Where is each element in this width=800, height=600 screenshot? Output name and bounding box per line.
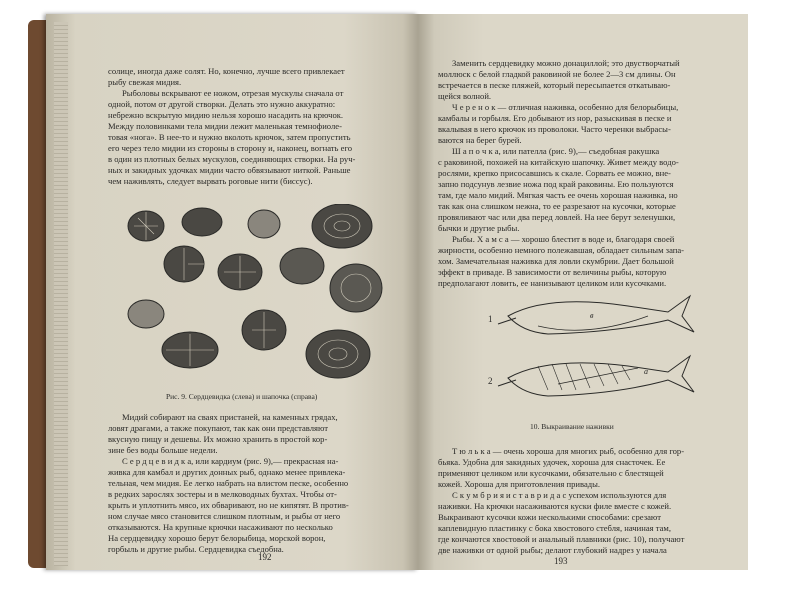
text-line: кожей. Хороша для приготовления привады. <box>438 479 601 489</box>
text-line: две наживки от одной рыбы; делают глубокий надрез у начала <box>438 545 667 555</box>
text-line: жирности, особенно немного полежавшая, обладает сильным запа- <box>438 245 685 255</box>
fig-label-1: 1 <box>488 314 493 324</box>
text-line: применяют целиком или кусочками, обязательно с блестящей <box>438 468 664 478</box>
cockle-shell <box>248 210 280 238</box>
text-line: Заменить сердцевидку можно донациллой; это двустворчатый <box>452 58 680 68</box>
text-line: ном случае мясо становится слишком плотным, и рыбы от него <box>108 511 341 521</box>
text-line: бьяка. Удобна для закидных удочек, хороша для снасточек. Ее <box>438 457 666 467</box>
text-line: Рыболовы вскрывают ее ножом, отрезая мускулы сначала от <box>122 88 344 98</box>
text-line: Ч е р е н о к — отличная наживка, особенно для белорыбицы, <box>452 102 679 112</box>
right-page <box>418 14 748 570</box>
text-line: небрежно вскрытую мидию нельзя хорошо насадить на крючок. <box>108 110 344 120</box>
left-text-bottom <box>108 412 404 555</box>
text-line: вкусную пищу и дешевы. Их можно хранить в простой кор- <box>108 434 328 444</box>
text-line: его через тело мидии из стороны в сторону и, наконец, вогнать его <box>108 143 353 153</box>
text-line: Между половинками тела мидии лежит маленькая темнофиоле- <box>108 121 342 131</box>
text-line: чем наживлять, следует вырвать роговые нити (биссус). <box>108 176 313 186</box>
text-line: Т ю л ь к а — очень хороша для многих рыб, особенно для гор- <box>452 446 685 456</box>
text-line: товая «нога». В нее-то и нужно вколоть крючок, затем пропустить <box>108 132 351 142</box>
text-line: Мидий собирают на сваях пристаней, на каменных грядах, <box>122 412 338 422</box>
page-number-right: 193 <box>554 556 568 566</box>
text-line: одной, потом от другой створки. Делать это нужно аккуратно: <box>108 99 336 109</box>
text-line: рыбу свежая мидия. <box>108 77 182 87</box>
text-line: так как она слишком нежна, то ее разрезают на кусочки, которые <box>438 201 676 211</box>
right-text-bottom <box>438 446 734 556</box>
text-line: горбыль и другие рыбы. Сердцевидка съедобна. <box>108 544 284 554</box>
text-line: отказываются. На крупные крючки насаживают по несколько <box>108 522 333 532</box>
text-line: Рыбы. Х а м с а — хорошо блестит в воде и, благодаря своей <box>452 234 675 244</box>
text-line: ных и закидных удочках мидии часто обвязывают ниткой. Раньше <box>108 165 351 175</box>
cockle-shell <box>182 208 222 236</box>
text-line: хом. Замечательная наживка для ловли скумбрии. Дает большой <box>438 256 674 266</box>
text-line: наживки. На крючки насаживаются куски филе вместе с кожей. <box>438 501 672 511</box>
shells-illustration <box>124 204 392 384</box>
text-line: ловят драгами, а также покупают, так как они представляют <box>108 423 329 433</box>
fig-label-2: 2 <box>488 376 493 386</box>
open-book <box>28 14 748 574</box>
text-line: камбалы и горбыля. Его добывают из нор, разыскивая в песке и <box>438 113 672 123</box>
text-line: ваются на берег бурей. <box>438 135 522 145</box>
text-line: встречается в песке пляжей, который пересыпается откатываю- <box>438 80 671 90</box>
text-line: щейся волной. <box>438 91 492 101</box>
text-line: в редких зарослях зостеры и в мелководных бухтах. Чтобы от- <box>108 489 337 499</box>
limpet-shell <box>312 204 372 248</box>
fish-cutting-figure <box>468 286 708 416</box>
left-page <box>46 14 418 570</box>
fig-label-a: а <box>644 367 648 376</box>
text-line: бычки и другие рыбы. <box>438 223 520 233</box>
fish-outline <box>508 356 694 396</box>
text-line: зине без воды больше недели. <box>108 445 218 455</box>
text-line: С е р д ц е в и д к а, или кардиум (рис. 9),— прекрасная на- <box>122 456 339 466</box>
figure-9-caption: Рис. 9. Сердцевидка (слева) и шапочка (справа) <box>166 392 318 401</box>
right-text-top <box>438 58 734 289</box>
text-line: предполагают ловить, ее нанизывают целиком или кусочками. <box>438 278 667 288</box>
text-line: На сердцевидку хорошо берут белорыбица, морской ворон, <box>108 533 326 543</box>
fig-label-v: в <box>590 311 594 320</box>
cockle-shell <box>128 300 164 328</box>
text-line: тельная, чем мидия. Ее легко набрать на влистом песке, особенно <box>108 478 349 488</box>
text-line: Ш а п о ч к а, или пателла (рис. 9),— съедобная ракушка <box>452 146 660 156</box>
text-line: запно подсунув лезвие ножа под край раковины. Ею пользуются <box>438 179 674 189</box>
text-line: эффект в приваде. В зависимости от величины рыбы, которую <box>438 267 667 277</box>
text-line: провяливают час или два перед ловлей. На нее берут зеленушки, <box>438 212 676 222</box>
limpet-shell <box>330 264 382 312</box>
text-line: крыть и уплотнить мясо, их обваривают, но не кипятят. В против- <box>108 500 349 510</box>
left-text-top <box>108 66 404 187</box>
text-line: с раковиной, похожей на китайскую шапочку. Живет между водо- <box>438 157 679 167</box>
limpet-shell <box>280 248 324 284</box>
text-line: живка для камбал и других донных рыб, однако менее привлека- <box>108 467 346 477</box>
text-line: Выкраивают кусочки кожи несколькими способами: срезают <box>438 512 661 522</box>
text-line: солице, иногда даже солят. Но, конечно, лучше всего привлекает <box>108 66 345 76</box>
page-edges <box>54 22 68 566</box>
text-line: каплевидную пластинку с бока хвостового стебля, начиная там, <box>438 523 672 533</box>
text-line: вкалывая в него крючок из проволоки. Часто черенки выбрасы- <box>438 124 671 134</box>
limpet-shell <box>306 330 370 378</box>
text-line: в один из плотных белых мускулов, соединяющих створки. На руч- <box>108 154 356 164</box>
figure-10-caption: 10. Выкраивание наживки <box>530 422 614 431</box>
page-number-left: 192 <box>258 552 272 562</box>
text-line: рослями, крепко присосавшись к скале. Сорвать ее можно, вне- <box>438 168 671 178</box>
text-line: моллюск с белой гладкой раковиной не более 2—3 см длины. Он <box>438 69 676 79</box>
text-line: там, где мало мидий. Мягкая часть ее очень хорошая наживка, но <box>438 190 678 200</box>
text-line: С к у м б р и я и с т а в р и д а с успехом используются для <box>452 490 667 500</box>
text-line: где кончаются хвостовой и анальный плавники (рис. 10), получают <box>438 534 685 544</box>
